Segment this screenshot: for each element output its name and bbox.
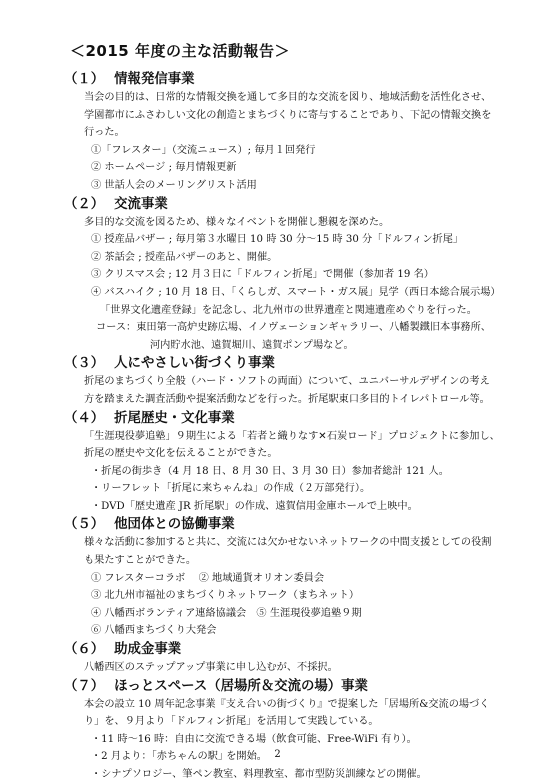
section-exchange [64, 195, 504, 355]
paragraph-line: 学園都市にふさわしい文化の創造とまちづくりに寄与することであり、下記の情報交換を [84, 109, 492, 121]
bullet-item: ・DVD「歴史遺産 JR 折尾駅」の作成、遠賀信用金庫ホールで上映中。 [91, 500, 418, 512]
list-item: ④ 八幡西ボランティア連絡協議会 ⑤ 生涯現役夢追塾９期 [91, 607, 362, 619]
list-item: ① 授産品バザー ; 毎月第３水曜日 10 時 30 分～15 時 30 分「ドルフィン折尾」 [91, 234, 464, 246]
page-title: ＜2015 年度の主な活動報告＞ [70, 42, 290, 60]
bullet-item: ・11 時～16 時：自由に交流できる場（飲食可能、Free-WiFi 有り）。 [91, 733, 417, 745]
section-number: （３） [64, 356, 105, 372]
course-line: コース：東田第一高炉史跡広場、イノヴェーションギャラリー、八幡製鐵旧本事務所、 [96, 322, 491, 334]
bullet-item: ・折尾の街歩き（4 月 18 日、8 月 30 日、3 月 30 日）参加者総計 121 人。 [91, 465, 449, 477]
section-number: （５） [64, 517, 105, 533]
section-history-culture [64, 409, 504, 516]
section-universal-design [64, 354, 504, 408]
bullet-item: ・シナプソロジー、筆ペン教室、料理教室、都市型防災訓練などの開催。 [91, 769, 427, 780]
section-title: 助成金事業 [114, 642, 182, 658]
list-item: ② 茶話会 ; 授産品バザーのあと、開催。 [91, 251, 278, 263]
paragraph-line: 様々な活動に参加すると共に、交流には欠かせないネットワークの中間支援としての役割 [84, 537, 492, 549]
list-item: ⑥ 八幡西まちづくり大発会 [91, 625, 217, 637]
list-item: ③ クリスマス会 ; 12 月３日に「ドルフィン折尾」で開催（参加者 19 名） [91, 269, 434, 281]
section-paragraph [64, 373, 500, 408]
section-heading [64, 70, 504, 89]
paragraph-line: 本会の設立 10 周年記念事業『支え合いの街づくり』で提案した「居場所&交流の場づく [84, 698, 490, 710]
section-hot-space [64, 677, 504, 784]
paragraph-line: 方を踏まえた調査活動や提案活動などを行った。折尾駅東口多目的トイレパトロール等。 [84, 393, 490, 405]
section-number: （７） [64, 678, 105, 694]
section-heading [64, 195, 504, 214]
section-number: （２） [64, 196, 105, 212]
section-title: 折尾歴史・文化事業 [114, 410, 235, 426]
list-item: ④ バスハイク ; 10 月 18 日、「くらしガ、スマート・ガス展」見学（西日本総合展示場） [91, 286, 501, 298]
section-grant [64, 640, 504, 677]
section-number: （１） [64, 72, 105, 87]
section-information [64, 70, 504, 195]
section-title: 他団体との協働事業 [114, 517, 235, 533]
paragraph-line: 行った。 [84, 127, 125, 139]
section-paragraph [64, 89, 500, 142]
list-item-continuation: 「世界文化遺産登録」を記念し、北九州市の世界遺産と関連遺産めぐりを行った。 [100, 304, 477, 316]
section-heading [64, 409, 504, 428]
course-line: 河内貯水池、遠賀堀川、遠賀ポンプ場など。 [150, 339, 354, 351]
section-title: 交流事業 [114, 196, 168, 212]
section-collaboration [64, 515, 504, 640]
section-heading [64, 515, 504, 534]
paragraph-line: 多目的な交流を図るため、様々なイベントを開催し懇親を深めた。 [84, 216, 390, 228]
section-number: （６） [64, 642, 105, 658]
section-title: 情報発信事業 [114, 72, 195, 87]
section-paragraph [64, 428, 500, 463]
section-paragraph [64, 696, 500, 731]
section-paragraph [64, 214, 500, 232]
section-paragraph [64, 659, 500, 677]
section-heading [64, 354, 504, 373]
section-number: （４） [64, 410, 105, 426]
page-number: 2 [274, 749, 281, 760]
section-paragraph [64, 534, 500, 569]
list-item: ③ 世話人会のメーリングリスト活用 [91, 179, 257, 191]
list-item: ① フレスターコラボ ② 地域通貨オリオン委員会 [91, 572, 325, 584]
paragraph-line: り」を、９月より「ドルフィン折尾」を活用して実践している。 [84, 716, 379, 728]
list-item: ② ホームページ ; 毎月情報更新 [91, 162, 237, 174]
bullet-item: ・リーフレット「折尾に来ちゃんね」の作成（２万部発行）。 [91, 483, 371, 495]
report-body [64, 70, 504, 784]
paragraph-line: 折尾のまちづくり全般（ハード・ソフトの両面）について、ユニバーサルデザインの考え [84, 376, 490, 388]
bullet-item: ・2 月より：｢赤ちゃんの駅｣ を開始。 [91, 751, 267, 763]
paragraph-line: も果たすことができた。 [84, 555, 197, 567]
list-item: ③ 北九州市福祉のまちづくりネットワーク（まちネット） [91, 590, 360, 602]
paragraph-line: 折尾の歴史や文化を伝えることができた。 [84, 448, 278, 460]
section-title: ほっとスペース（居場所＆交流の場）事業 [114, 678, 368, 694]
paragraph-line: 当会の目的は、日常的な情報交換を通して多目的な交流を図り、地域活動を活性化させ、 [84, 92, 492, 103]
section-heading [64, 677, 504, 696]
section-heading [64, 640, 504, 659]
list-item: ①「フレスター」（交流ニュース）; 毎月１回発行 [91, 144, 316, 156]
paragraph-line: 「生涯現役夢追塾」９期生による「若者と織りなす✕石炭ロード」プロジェクトに参加し、 [84, 430, 500, 442]
section-title: 人にやさしい街づくり事業 [114, 356, 275, 372]
paragraph-line: 八幡西区のステップアップ事業に申し込むが、不採択。 [84, 662, 338, 674]
